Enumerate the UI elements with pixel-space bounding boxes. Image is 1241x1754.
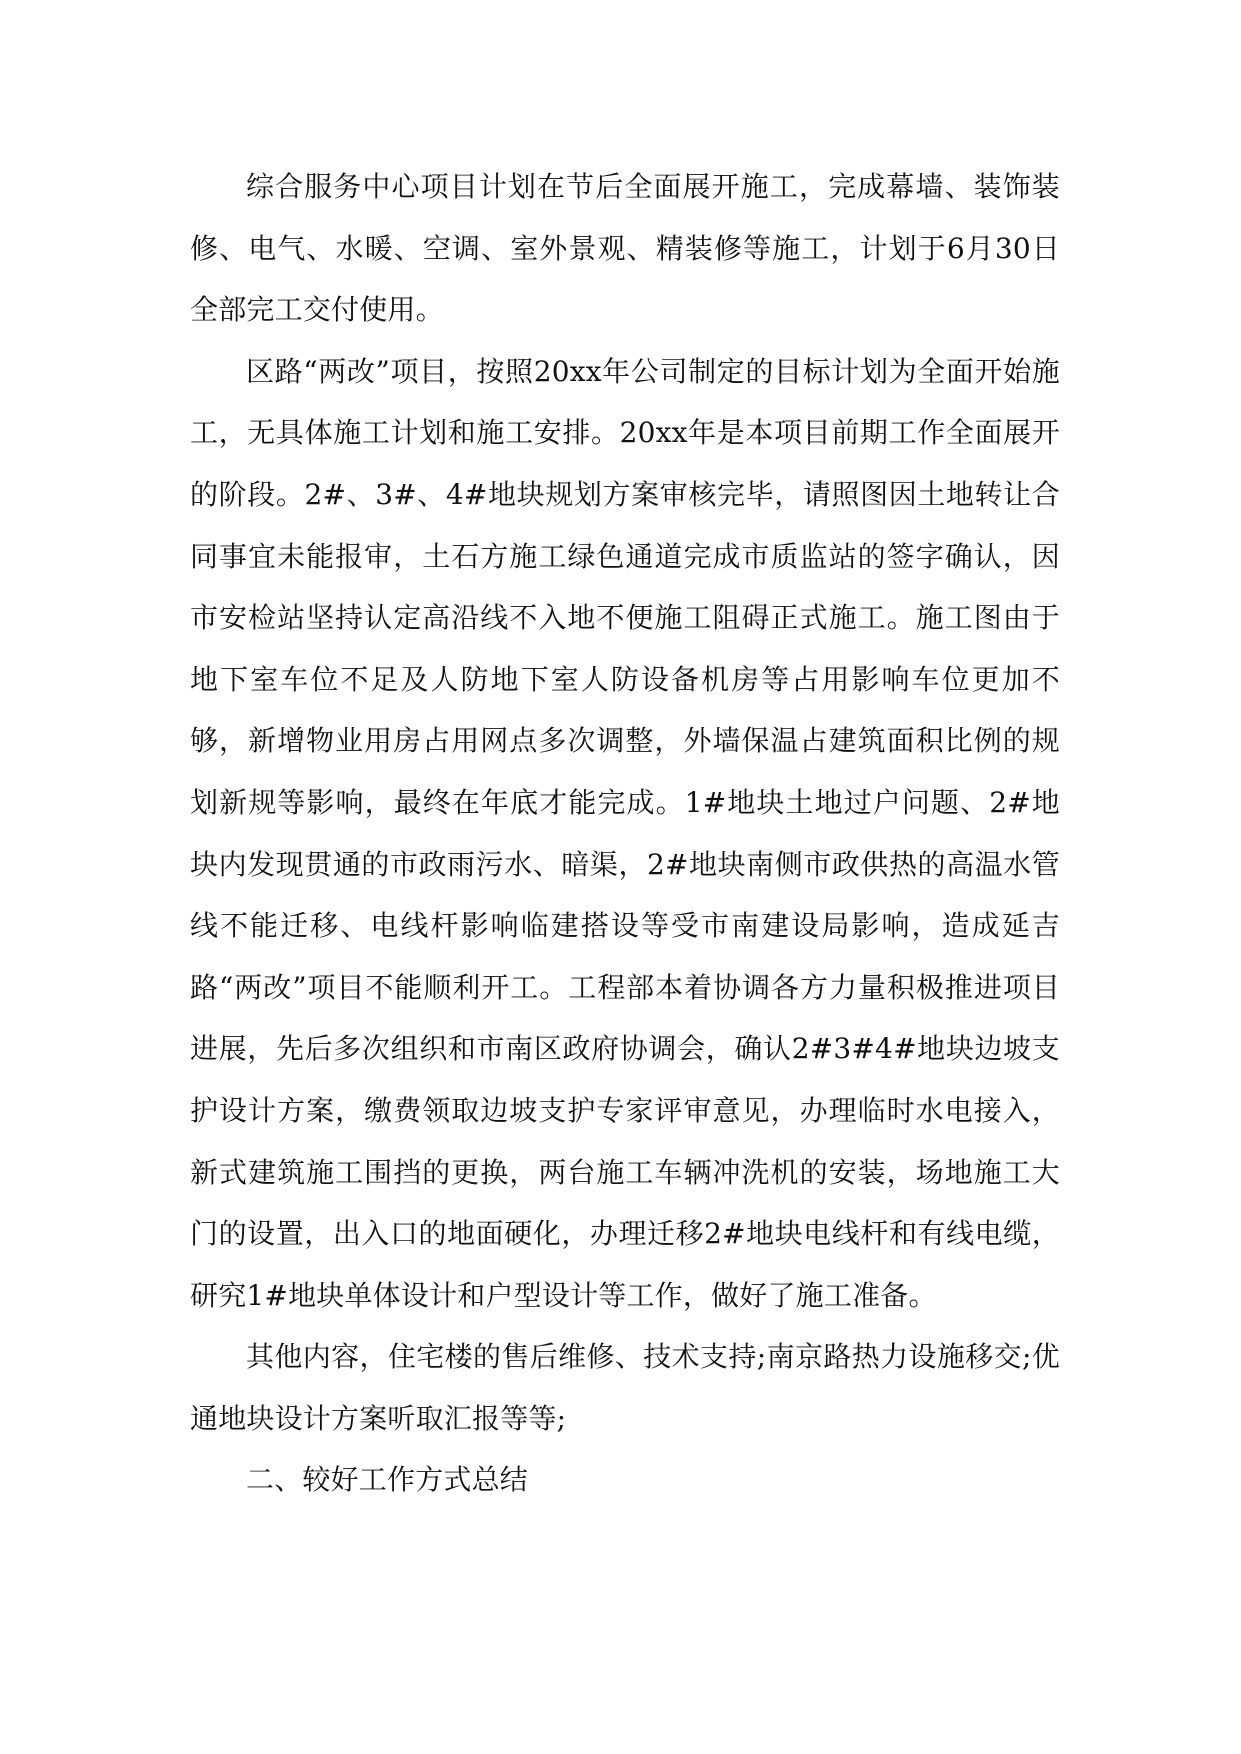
paragraph-other-content: 其他内容，住宅楼的售后维修、技术支持;南京路热力设施移交;优通地块设计方案听取汇报等等; <box>190 1340 1060 1435</box>
paragraph-road-project: 区路“两改”项目，按照20xx年公司制定的目标计划为全面开始施工，无具体施工计划和施工安排。20xx年是本项目前期工作全面展开的阶段。2#、3#、4#地块规划方案审核完毕，请照图因土地转让合同事宜未能报审，土石方施工绿色通道完成市质监站的签字确认，因市安检站坚持认定高沿线不入地不便施工阻碍正式施工。施工图由于地下室车位不足及人防地下室人防设备机房等占用影响车位更加不够，新增物业用房占用网点多次调整，外墙保温占建筑面积比例的规划新规等影响，最终在年底才能完成。1#地块土地过户问题、2#地块内发现贯通的市政雨污水、暗渠，2#地块南侧市政供热的高温水管线不能迁移、电线杆影响临建搭设等受市南建设局影响，造成延吉路“两改”项目不能顺利开工。工程部本着协调各方力量积极推进项目进展，先后多次组织和市南区政府协调会，确认2#3#4#地块边坡支护设计方案，缴费领取边坡支护专家评审意见，办理临时水电接入，新式建筑施工围挡的更换，两台施工车辆冲洗机的安装，场地施工大门的设置，出入口的地面硬化，办理迁移2#地块电线杆和有线电缆，研究1#地块单体设计和户型设计等工作，做好了施工准备。 <box>190 354 1060 1312</box>
document-body <box>190 156 1060 1511</box>
paragraph-service-center: 综合服务中心项目计划在节后全面展开施工，完成幕墙、装饰装修、电气、水暖、空调、室外景观、精装修等施工，计划于6月30日全部完工交付使用。 <box>190 170 1060 327</box>
section-heading: 二、较好工作方式总结 <box>246 1463 529 1497</box>
